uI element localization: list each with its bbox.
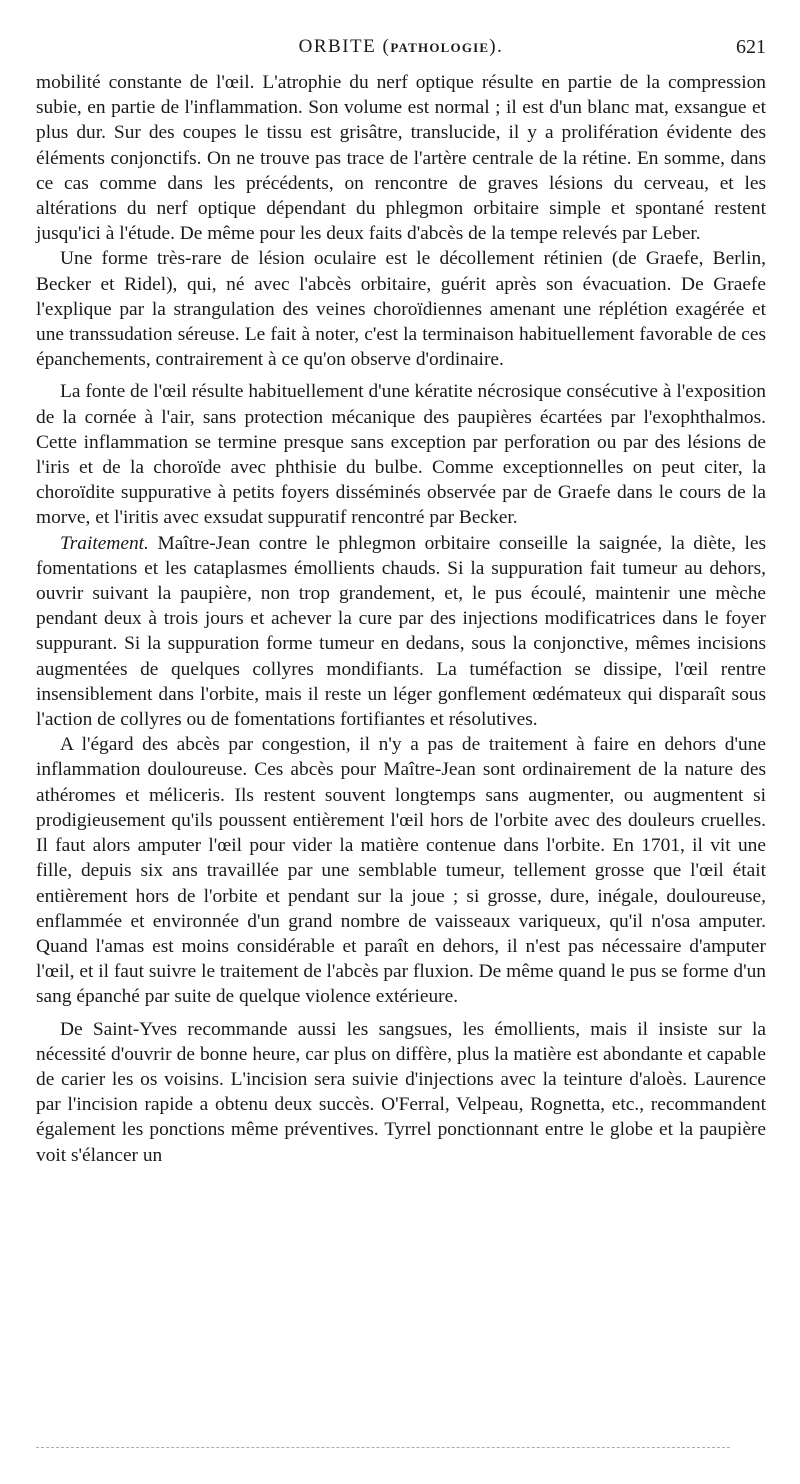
paragraph-5: A l'égard des abcès par congestion, il n'y a pas de traitement à faire en dehors d'une inflammation douloureuse. Ces abcès pour Maître-Jean sont ordinairement de la nature des athéromes et méliceris. Ils restent souvent longtemps sans augmenter, ou augmentent si prodigieusement qu'ils poussent entièrement l'œil hors de l'orbite avec des douleurs cruelles. Il faut alors amputer l'œil pour vider la matière contenue dans l'orbite. En 1701, il vit une fille, depuis six ans travaillée par une semblable tumeur, tellement grosse que l'œil était entièrement hors de l'orbite et pendant sur la joue ; si grosse, dure, inégale, douloureuse, enflammée et environnée d'un grand nombre de vaisseaux variqueux, qu'il n'osa amputer. Quand l'amas est moins considérable et paraît en dehors, il n'est pas nécessaire d'amputer l'œil, et il faut suivre le traitement de l'abcès par fluxion. De même quand le pus se forme d'un sang épanché par suite de quelque violence extérieure. [36,734,766,1008]
paragraph-1: mobilité constante de l'œil. L'atrophie du nerf optique résulte en partie de la compression subie, en partie de l'inflammation. Son volume est normal ; il est d'un blanc mat, exsangue et plus dur. Sur des coupes le tissu est grisâtre, translucide, il y a prolifération évidente des éléments conjonctifs. On ne trouve pas trace de l'artère centrale de la rétine. En somme, dans ce cas comme dans les précédents, on rencontre de graves lésions du cerveau, et les altérations du nerf optique dépendant du phlegmon orbitaire simple et spontané restent jusqu'ici à l'étude. De même pour les deux faits d'abcès de la tempe relevés par Leber. [36,72,766,245]
running-head [36,36,766,66]
paragraph-2: Une forme très-rare de lésion oculaire est le décollement rétinien (de Graefe, Berlin, Becker et Ridel), qui, né avec l'abcès orbitaire, guérit après son évacuation. De Graefe l'explique par la strangulation des veines choroïdiennes amenant une réplétion exagérée et une transsudation séreuse. Le fait à noter, c'est la terminaison habituellement favorable de ces épanchements, contrairement à ce qu'on observe d'ordinaire. [36,248,766,371]
running-head-section: PATHOLOGIE [390,40,490,55]
page-number: 621 [736,36,766,58]
running-head-paren-open: ( [382,36,391,57]
running-head-title [36,36,766,58]
paragraph-3: La fonte de l'œil résulte habituellement d'une kératite nécrosique consécutive à l'exposition de la cornée à l'air, sans protection mécanique des paupières écartées par l'exophthalmos. Cette inflammation se termine presque sans exception par perforation ou par des lésions de l'iris et de la choroïde avec phthisie du bulbe. Comme exceptionnelles on peut citer, la choroïdite suppurative à petits foyers disséminés observée par de Graefe dans le cours de la morve, et l'iritis avec exsudat suppuratif rencontré par Becker. [36,381,766,529]
running-head-paren-close: ). [489,36,504,57]
paragraph-4-text: Maître-Jean contre le phlegmon orbitaire conseille la saignée, la diète, les fomentations et les cataplasmes émollients chauds. Si la suppuration fait tumeur au dehors, ouvrir suivant la paupière, non trop grandement, et, le pus écoulé, maintenir une mèche pendant deux à trois jours et achever la cure par des injections modificatrices dans le foyer suppurant. Si la suppuration forme tumeur en dedans, sous la conjonctive, mêmes incisions augmentées de quelques collyres mondifiants. La tuméfaction se dissipe, l'œil rentre insensiblement dans l'orbite, mais il reste un léger gonflement œdémateux qui disparaît sous l'action de collyres ou de fomentations fortifiantes et résolutives. [36,532,766,731]
body-text [36,70,766,1168]
paragraph-4 [36,531,766,733]
section-lead-traitement: Traitement. [60,532,149,554]
footer-dotted-rule [36,1447,730,1448]
paragraph-6: De Saint-Yves recommande aussi les sangsues, les émollients, mais il insiste sur la nécessité d'ouvrir de bonne heure, car plus on diffère, plus la matière est abondante et capable de carier les os voisins. L'incision sera suivie d'injections avec la teinture d'aloès. Laurence par l'incision rapide a obtenu deux succès. O'Ferral, Velpeau, Rognetta, etc., recommandent également les ponctions même préventives. Tyrrel ponctionnant entre le globe et la paupière voit s'élancer un [36,1018,766,1166]
running-head-main: ORBITE [298,36,377,57]
